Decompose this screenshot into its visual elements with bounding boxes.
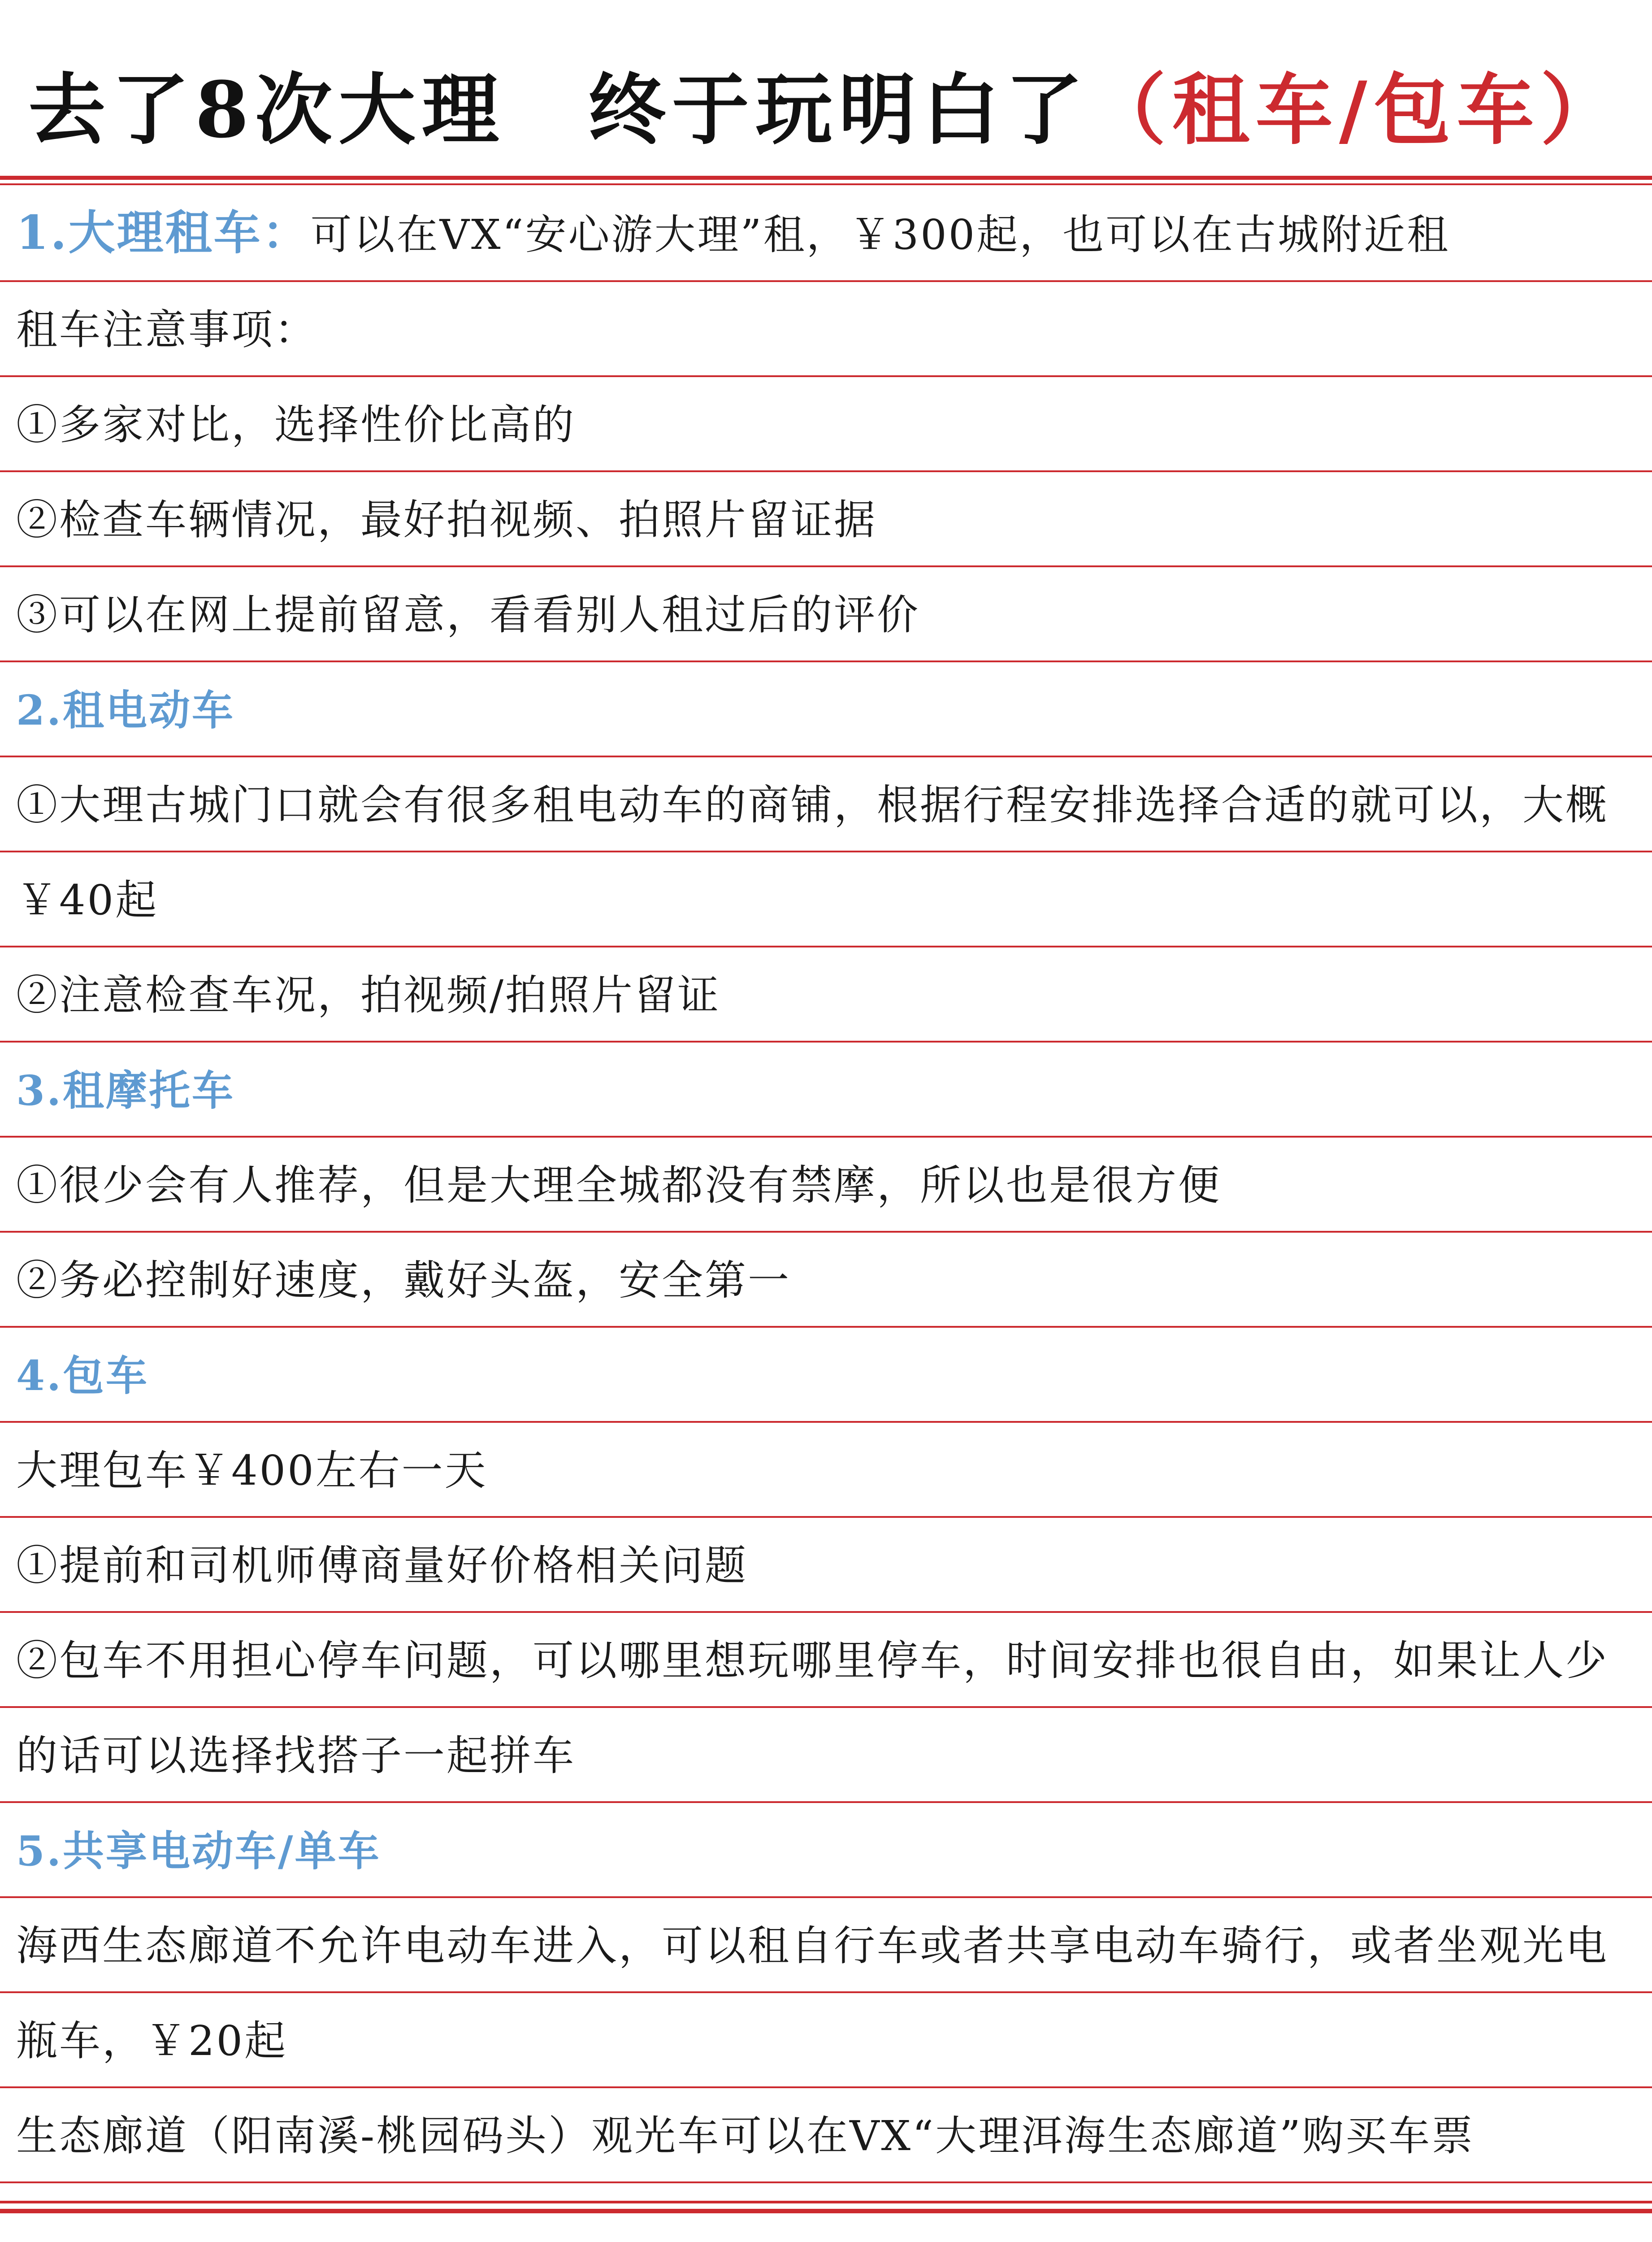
- lead-line: [16, 205, 1450, 260]
- line-text: ①大理古城门口就会有很多租电动车的商铺，根据行程安排选择合适的就可以，大概: [16, 781, 1609, 829]
- ruled-line-row: [0, 757, 1652, 852]
- line-text: ①提前和司机师傅商量好价格相关问题: [16, 1542, 748, 1590]
- ruled-line-row: [0, 1898, 1652, 1993]
- ruled-line-row: [0, 1518, 1652, 1613]
- section-heading-row: [0, 1043, 1652, 1138]
- line-text: ②包车不用担心停车问题，可以哪里想玩哪里停车，时间安排也很自由，如果让人少: [16, 1637, 1609, 1685]
- section-heading: 2.租电动车: [16, 686, 235, 734]
- page-title: [0, 58, 1652, 161]
- bottom-divider-thick: [0, 2209, 1652, 2213]
- ruled-line-row: [0, 1138, 1652, 1233]
- line-text: 生态廊道（阳南溪-桃园码头）观光车可以在VX“大理洱海生态廊道”购买车票: [16, 2112, 1475, 2160]
- line-text: 的话可以选择找搭子一起拼车: [16, 1732, 576, 1780]
- section-heading-row: [0, 1803, 1652, 1898]
- ruled-line-row: [0, 1423, 1652, 1518]
- section-heading: 3.租摩托车: [16, 1066, 235, 1115]
- line-text: ②检查车辆情况，最好拍视频、拍照片留证据: [16, 496, 877, 544]
- line-text: 瓶车，￥20起: [16, 2017, 288, 2065]
- top-divider-thick: [0, 176, 1652, 180]
- ruled-line-row: [0, 1708, 1652, 1803]
- page-title-accent: （租车/包车）: [1088, 64, 1624, 155]
- ruled-line-row: [0, 187, 1652, 282]
- section-heading-row: [0, 662, 1652, 757]
- ruled-line-row: [0, 377, 1652, 472]
- ruled-line-row: [0, 1993, 1652, 2088]
- top-divider-thin: [0, 183, 1652, 185]
- content-rows: [0, 187, 1652, 2183]
- page-title-main: 去了8次大理 终于玩明白了: [28, 64, 1089, 155]
- section-heading-row: [0, 1328, 1652, 1423]
- top-divider: [0, 176, 1652, 185]
- line-text: 大理包车￥400左右一天: [16, 1447, 488, 1495]
- ruled-line-row: [0, 852, 1652, 947]
- title-area: [0, 0, 1652, 177]
- ruled-line-row: [0, 567, 1652, 662]
- section-heading: 5.共享电动车/单车: [16, 1827, 381, 1875]
- line-text: 海西生态廊道不允许电动车进入，可以租自行车或者共享电动车骑行，或者坐观光电: [16, 1922, 1609, 1970]
- section-heading: 4.包车: [16, 1351, 149, 1400]
- ruled-line-row: [0, 472, 1652, 567]
- ruled-line-row: [0, 282, 1652, 377]
- ruled-line-row: [0, 1233, 1652, 1328]
- line-text: ③可以在网上提前留意，看看别人租过后的评价: [16, 591, 920, 639]
- line-text: ②注意检查车况，拍视频/拍照片留证: [16, 971, 720, 1019]
- ruled-line-row: [0, 1613, 1652, 1708]
- ruled-line-row: [0, 2088, 1652, 2183]
- line-text: ①很少会有人推荐，但是大理全城都没有禁摩，所以也是很方便: [16, 1161, 1222, 1209]
- bottom-divider: [0, 2201, 1652, 2213]
- line-text: 租车注意事项：: [16, 306, 318, 354]
- line-text: 可以在VX“安心游大理”租，￥300起，也可以在古城附近租: [310, 211, 1450, 259]
- section-heading: 1.大理租车：: [16, 205, 311, 260]
- line-text: ②务必控制好速度，戴好头盔，安全第一: [16, 1256, 791, 1304]
- ruled-line-row: [0, 947, 1652, 1043]
- line-text: ①多家对比，选择性价比高的: [16, 401, 576, 449]
- line-text: ￥40起: [16, 876, 159, 924]
